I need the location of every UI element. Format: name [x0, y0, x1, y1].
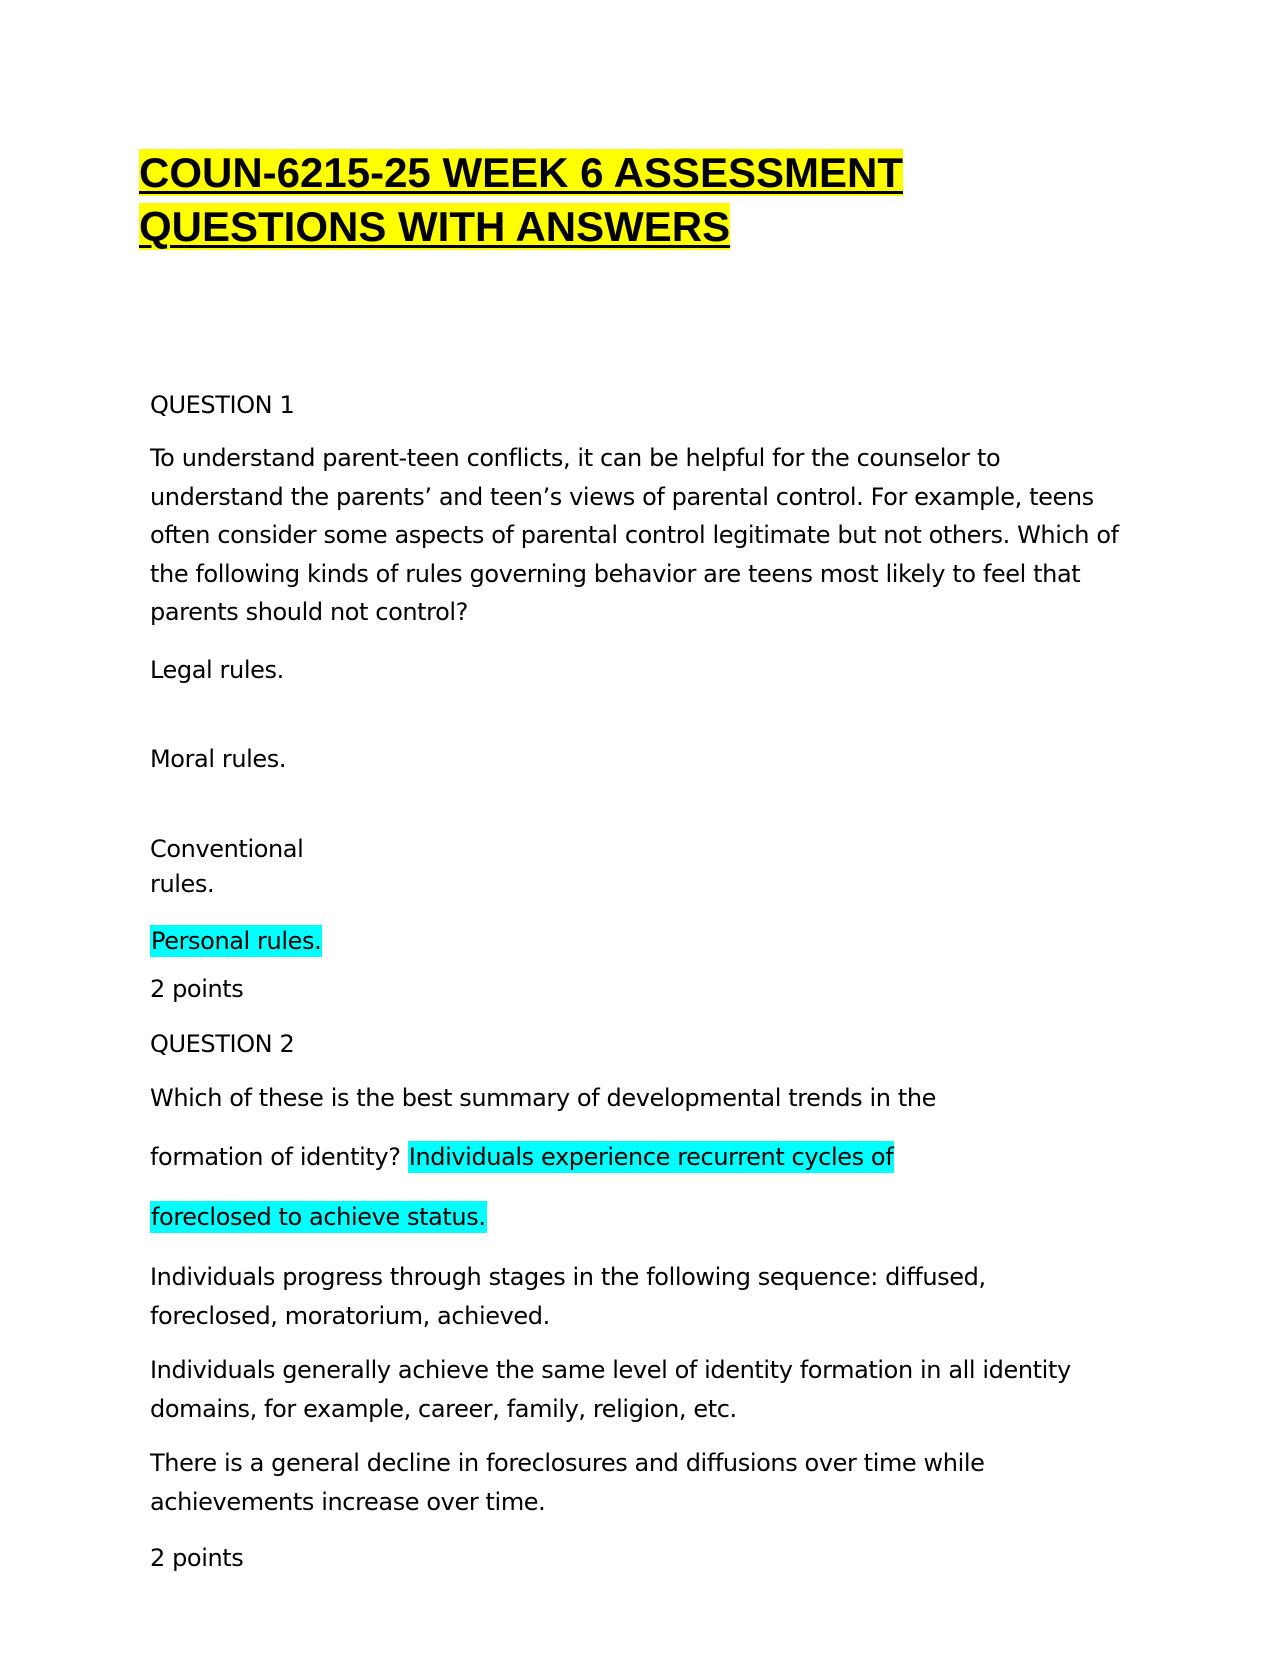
question-2-option-b: Individuals generally achieve the same level of identity formation in all identity domains, for example, career, family, religion, etc.: [150, 1356, 1071, 1423]
question-1-option-c: Conventional rules.: [150, 835, 304, 898]
question-2-option-a: Individuals progress through stages in the following sequence: diffused, foreclosed, moratorium, achieved.: [150, 1263, 986, 1330]
question-1-answer: [150, 922, 1110, 961]
question-2-option-c: There is a general decline in foreclosures and diffusions over time while achievements increase over time.: [150, 1449, 985, 1516]
question-1-answer-highlight: Personal rules.: [151, 927, 322, 955]
question-1-points: 2 points: [150, 975, 244, 1003]
title-line-2: QUESTIONS WITH ANSWERS: [139, 203, 731, 250]
question-2-answer-part-2: foreclosed to achieve status.: [151, 1203, 486, 1231]
title-line-1: COUN-6215-25 WEEK 6 ASSESSMENT: [139, 149, 903, 196]
question-2-text-line-1: Which of these is the best summary of developmental trends in the: [150, 1084, 937, 1112]
question-1-option-b: Moral rules.: [150, 745, 287, 773]
question-2-points: 2 points: [150, 1544, 244, 1572]
question-1-option-a: Legal rules.: [150, 656, 284, 684]
question-2-label: QUESTION 2: [150, 1030, 295, 1058]
question-1-text: To understand parent-teen conflicts, it can be helpful for the counselor to understand the parents’ and teen’s views of parental control. For example, teens often consider some aspects of parental control legitimate but not others. Which of the following kinds of rules governing behavior are teens most likely to feel that parents should not control?: [150, 444, 1119, 626]
question-2-answer-part-1: Individuals experience recurrent cycles of: [408, 1143, 894, 1171]
question-2-text-stem: formation of identity?: [150, 1143, 401, 1171]
question-1-label: QUESTION 1: [150, 391, 295, 419]
question-2-answer-line-2: [150, 1198, 1110, 1237]
document-title: [139, 146, 1139, 254]
question-2-text-line-2: [150, 1138, 1110, 1177]
